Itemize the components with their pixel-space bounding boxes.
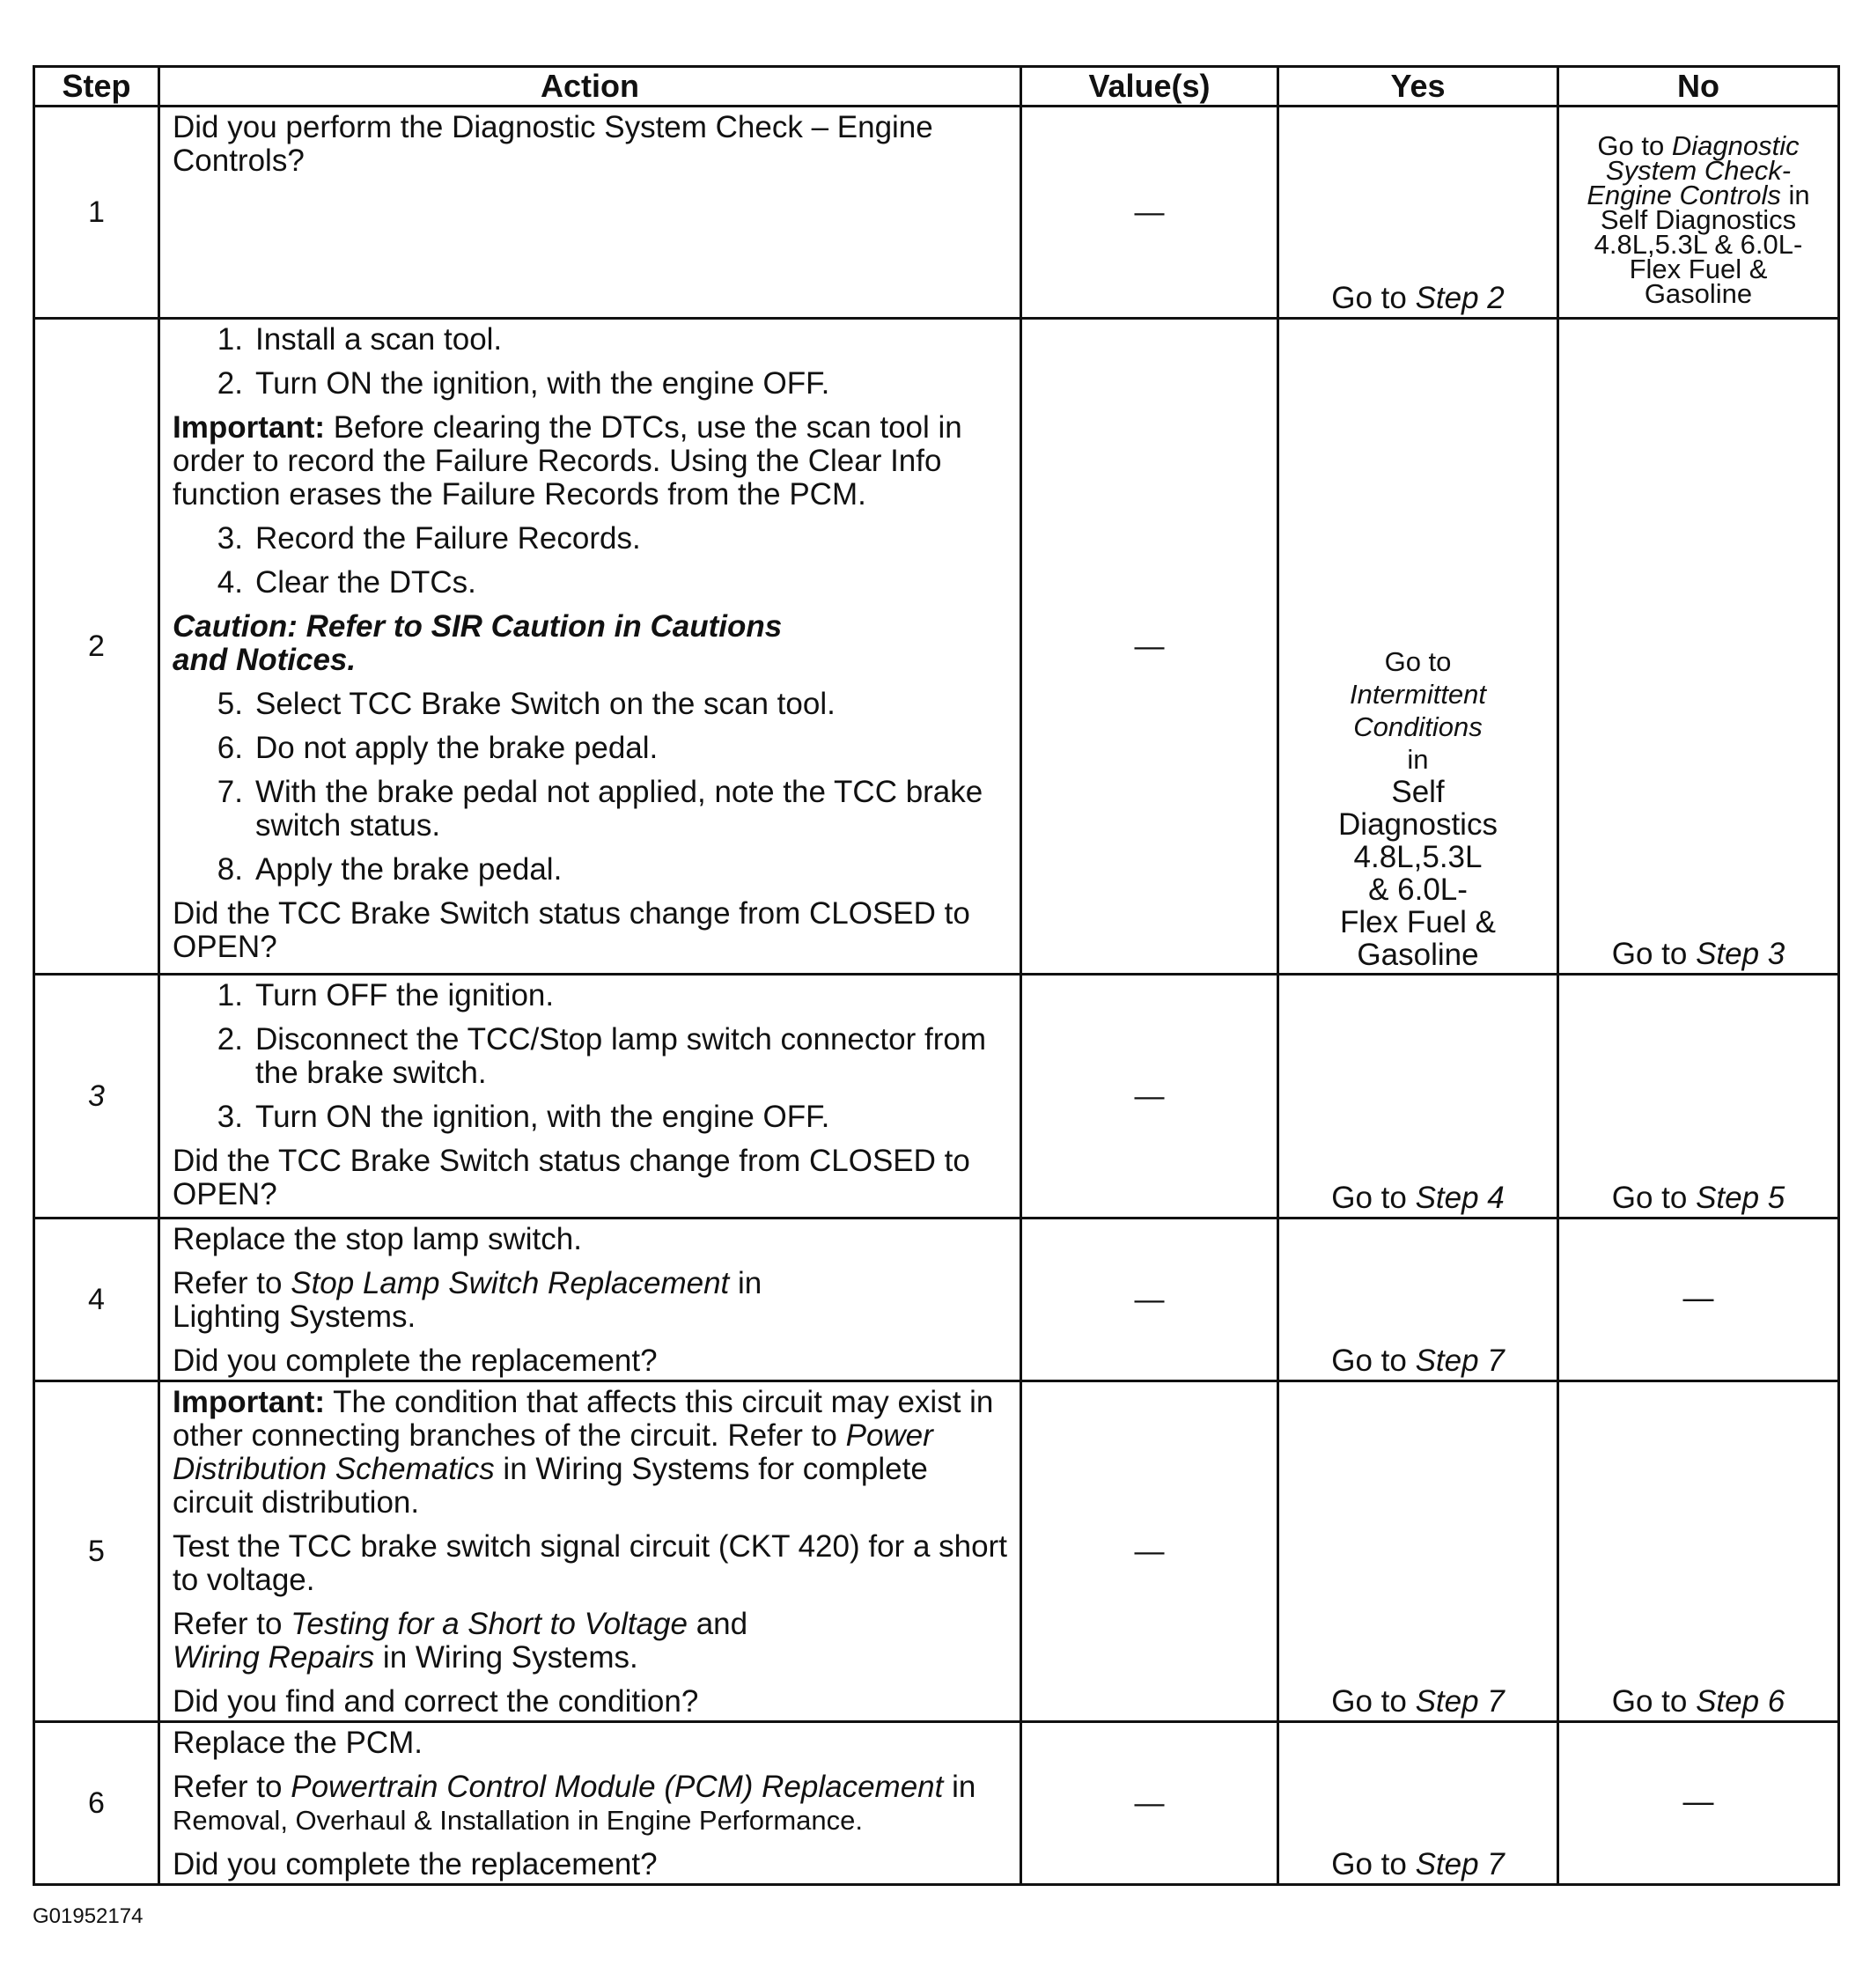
table-row [34, 1219, 1839, 1381]
yes-procedure-link[interactable]: Intermittent [1349, 679, 1487, 710]
reference-suffix: in Lighting Systems. [173, 1266, 762, 1334]
reference-link[interactable]: Stop Lamp Switch Replacement [291, 1266, 730, 1300]
action-cell [159, 975, 1021, 1219]
item-text: Turn ON the ignition, with the engine OFF. [255, 366, 830, 401]
item-number: 2. [217, 366, 243, 401]
no-in: in [1780, 180, 1810, 210]
action-question: Did you complete the replacement? [173, 1847, 658, 1881]
no-cell [1558, 1381, 1839, 1722]
action-cell [159, 1219, 1021, 1381]
reference-and: and [687, 1607, 748, 1641]
reference-link[interactable]: Power Distribution Schematics [173, 1418, 933, 1486]
action-cell [159, 1381, 1021, 1722]
reference-prefix: Refer to [173, 1266, 291, 1300]
item-text: With the brake pedal not applied, note the TCC brake switch status. [255, 775, 983, 843]
list-item [173, 1023, 1007, 1090]
action-cell [159, 1722, 1021, 1885]
yes-go-to: Go to [1331, 281, 1416, 315]
no-line: Gasoline [1644, 278, 1753, 309]
yes-line: Flex Fuel & [1340, 905, 1496, 939]
item-text: Turn OFF the ignition. [255, 978, 555, 1012]
item-text: Clear the DTCs. [255, 565, 476, 600]
no-cell: — [1558, 1219, 1839, 1381]
yes-line: Gasoline [1357, 938, 1479, 972]
value-cell: — [1021, 1219, 1278, 1381]
reference-link[interactable]: Testing for a Short to Voltage [291, 1607, 688, 1641]
table-row [34, 1381, 1839, 1722]
table-row [34, 1722, 1839, 1885]
action-text: Test the TCC brake switch signal circuit (CKT 420) for a short to voltage. [173, 1529, 1007, 1597]
yes-line: Diagnostics [1338, 807, 1498, 842]
item-text: Apply the brake pedal. [255, 852, 563, 887]
item-number: 8. [217, 852, 243, 887]
yes-step-link[interactable]: Step 7 [1415, 1684, 1505, 1719]
item-number: 7. [217, 775, 243, 809]
reference-in: in [943, 1770, 976, 1804]
item-number: 2. [217, 1022, 243, 1057]
step-number: 2 [34, 319, 159, 975]
value-cell: — [1021, 975, 1278, 1219]
no-step-link[interactable]: Step 5 [1696, 1181, 1785, 1215]
reference-suffix: Removal, Overhaul & Installation in Engine Performance. [173, 1805, 864, 1836]
list-item [173, 323, 1007, 357]
yes-step-link[interactable]: Step 7 [1415, 1847, 1505, 1881]
item-number: 5. [217, 687, 243, 721]
step-number: 5 [34, 1381, 159, 1722]
yes-go-to: Go to [1331, 1684, 1416, 1719]
important-label: Important: [173, 410, 326, 445]
no-line: Flex Fuel & [1629, 254, 1768, 284]
no-go-to: Go to [1611, 937, 1697, 971]
no-go-to: Go to [1597, 130, 1672, 161]
item-number: 4. [217, 565, 243, 600]
table-row [34, 107, 1839, 319]
table-row [34, 975, 1839, 1219]
yes-cell [1278, 107, 1558, 319]
item-number: 3. [217, 1100, 243, 1134]
caution-note: Caution: Refer to SIR Caution in Cautions and Notices. [173, 609, 783, 677]
action-text: Replace the stop lamp switch. [173, 1222, 582, 1256]
list-item [173, 688, 1007, 721]
list-item [173, 979, 1007, 1012]
no-step-link[interactable]: Step 3 [1696, 937, 1785, 971]
list-item [173, 522, 1007, 556]
action-question: Did the TCC Brake Switch status change from CLOSED to OPEN? [173, 1144, 970, 1211]
yes-cell [1278, 1722, 1558, 1885]
reference-prefix: Refer to [173, 1770, 291, 1804]
header-row [34, 67, 1839, 107]
yes-cell [1278, 1381, 1558, 1722]
yes-step-link[interactable]: Step 4 [1415, 1181, 1505, 1215]
yes-step-link[interactable]: Step 2 [1415, 281, 1505, 315]
step-number: 6 [34, 1722, 159, 1885]
no-cell [1558, 319, 1839, 975]
header-action: Action [159, 67, 1021, 107]
item-number: 3. [217, 521, 243, 556]
important-text: The condition that affects this circuit may exist in other connecting branches of the circuit. Refer to [173, 1385, 994, 1453]
important-note [173, 1386, 1007, 1520]
important-suffix: in Wiring Systems for complete circuit distribution. [173, 1452, 928, 1520]
list-item [173, 566, 1007, 600]
no-cell: — [1558, 1722, 1839, 1885]
no-line: Self Diagnostics [1600, 204, 1797, 235]
yes-go-to: Go to [1331, 1181, 1416, 1215]
item-text: Install a scan tool. [255, 322, 503, 357]
action-question: Did you find and correct the condition? [173, 1684, 699, 1719]
no-go-to: Go to [1611, 1181, 1697, 1215]
reference-prefix: Refer to [173, 1607, 291, 1641]
list-item [173, 732, 1007, 765]
step-number: 3 [34, 975, 159, 1219]
reference-text [173, 1267, 1007, 1334]
yes-cell [1278, 319, 1558, 975]
yes-step-link[interactable]: Step 7 [1415, 1344, 1505, 1378]
list-item [173, 367, 1007, 401]
action-cell [159, 319, 1021, 975]
value-cell: — [1021, 319, 1278, 975]
item-number: 6. [217, 731, 243, 765]
value-cell: — [1021, 1722, 1278, 1885]
yes-line: in [1407, 744, 1429, 775]
no-procedure-link[interactable]: Diagnostic System Check- Engine Controls [1587, 130, 1800, 210]
yes-go-to: Go to [1331, 1344, 1416, 1378]
value-cell: — [1021, 1381, 1278, 1722]
yes-line: Go to [1384, 646, 1452, 677]
item-number: 1. [217, 322, 243, 357]
no-go-to: Go to [1611, 1684, 1697, 1719]
action-question: Did you perform the Diagnostic System Check – Engine Controls? [173, 110, 933, 178]
yes-procedure-link[interactable]: Conditions [1353, 711, 1483, 742]
item-text: Do not apply the brake pedal. [255, 731, 659, 765]
header-no: No [1558, 67, 1839, 107]
action-question: Did the TCC Brake Switch status change from CLOSED to OPEN? [173, 896, 970, 964]
header-yes: Yes [1278, 67, 1558, 107]
important-text: Before clearing the DTCs, use the scan tool in order to record the Failure Records. Using the Clear Info function erases the Failure Records from the PCM. [173, 410, 962, 512]
no-cell [1558, 107, 1839, 319]
value-cell: — [1021, 107, 1278, 319]
figure-id: G01952174 [33, 1904, 144, 1928]
diagnostic-table [33, 65, 1840, 1886]
yes-line: Self [1391, 775, 1445, 809]
reference-text [173, 1608, 1007, 1675]
reference-link[interactable]: Wiring Repairs [173, 1640, 375, 1675]
no-cell [1558, 975, 1839, 1219]
list-item [173, 853, 1007, 887]
item-text: Turn ON the ignition, with the engine OFF. [255, 1100, 830, 1134]
header-step: Step [34, 67, 159, 107]
item-number: 1. [217, 978, 243, 1012]
header-values: Value(s) [1021, 67, 1278, 107]
reference-link[interactable]: Powertrain Control Module (PCM) Replacement [291, 1770, 944, 1804]
important-note [173, 411, 1007, 512]
step-number: 1 [34, 107, 159, 319]
yes-cell [1278, 975, 1558, 1219]
no-line: 4.8L,5.3L & 6.0L- [1594, 229, 1803, 260]
item-text: Select TCC Brake Switch on the scan tool. [255, 687, 836, 721]
item-text: Record the Failure Records. [255, 521, 641, 556]
table-row [34, 319, 1839, 975]
list-item [173, 776, 1007, 843]
reference-suffix: in Wiring Systems. [374, 1640, 638, 1675]
step-number: 4 [34, 1219, 159, 1381]
important-label: Important: [173, 1385, 326, 1419]
yes-line: 4.8L,5.3L [1353, 840, 1483, 874]
action-cell [159, 107, 1021, 319]
action-question: Did you complete the replacement? [173, 1344, 658, 1378]
yes-line: & 6.0L- [1368, 873, 1468, 907]
yes-cell [1278, 1219, 1558, 1381]
no-step-link[interactable]: Step 6 [1696, 1684, 1785, 1719]
yes-go-to: Go to [1331, 1847, 1416, 1881]
item-text: Disconnect the TCC/Stop lamp switch connector from the brake switch. [255, 1022, 986, 1090]
action-text: Replace the PCM. [173, 1726, 423, 1760]
list-item [173, 1101, 1007, 1134]
reference-text [173, 1771, 1007, 1837]
